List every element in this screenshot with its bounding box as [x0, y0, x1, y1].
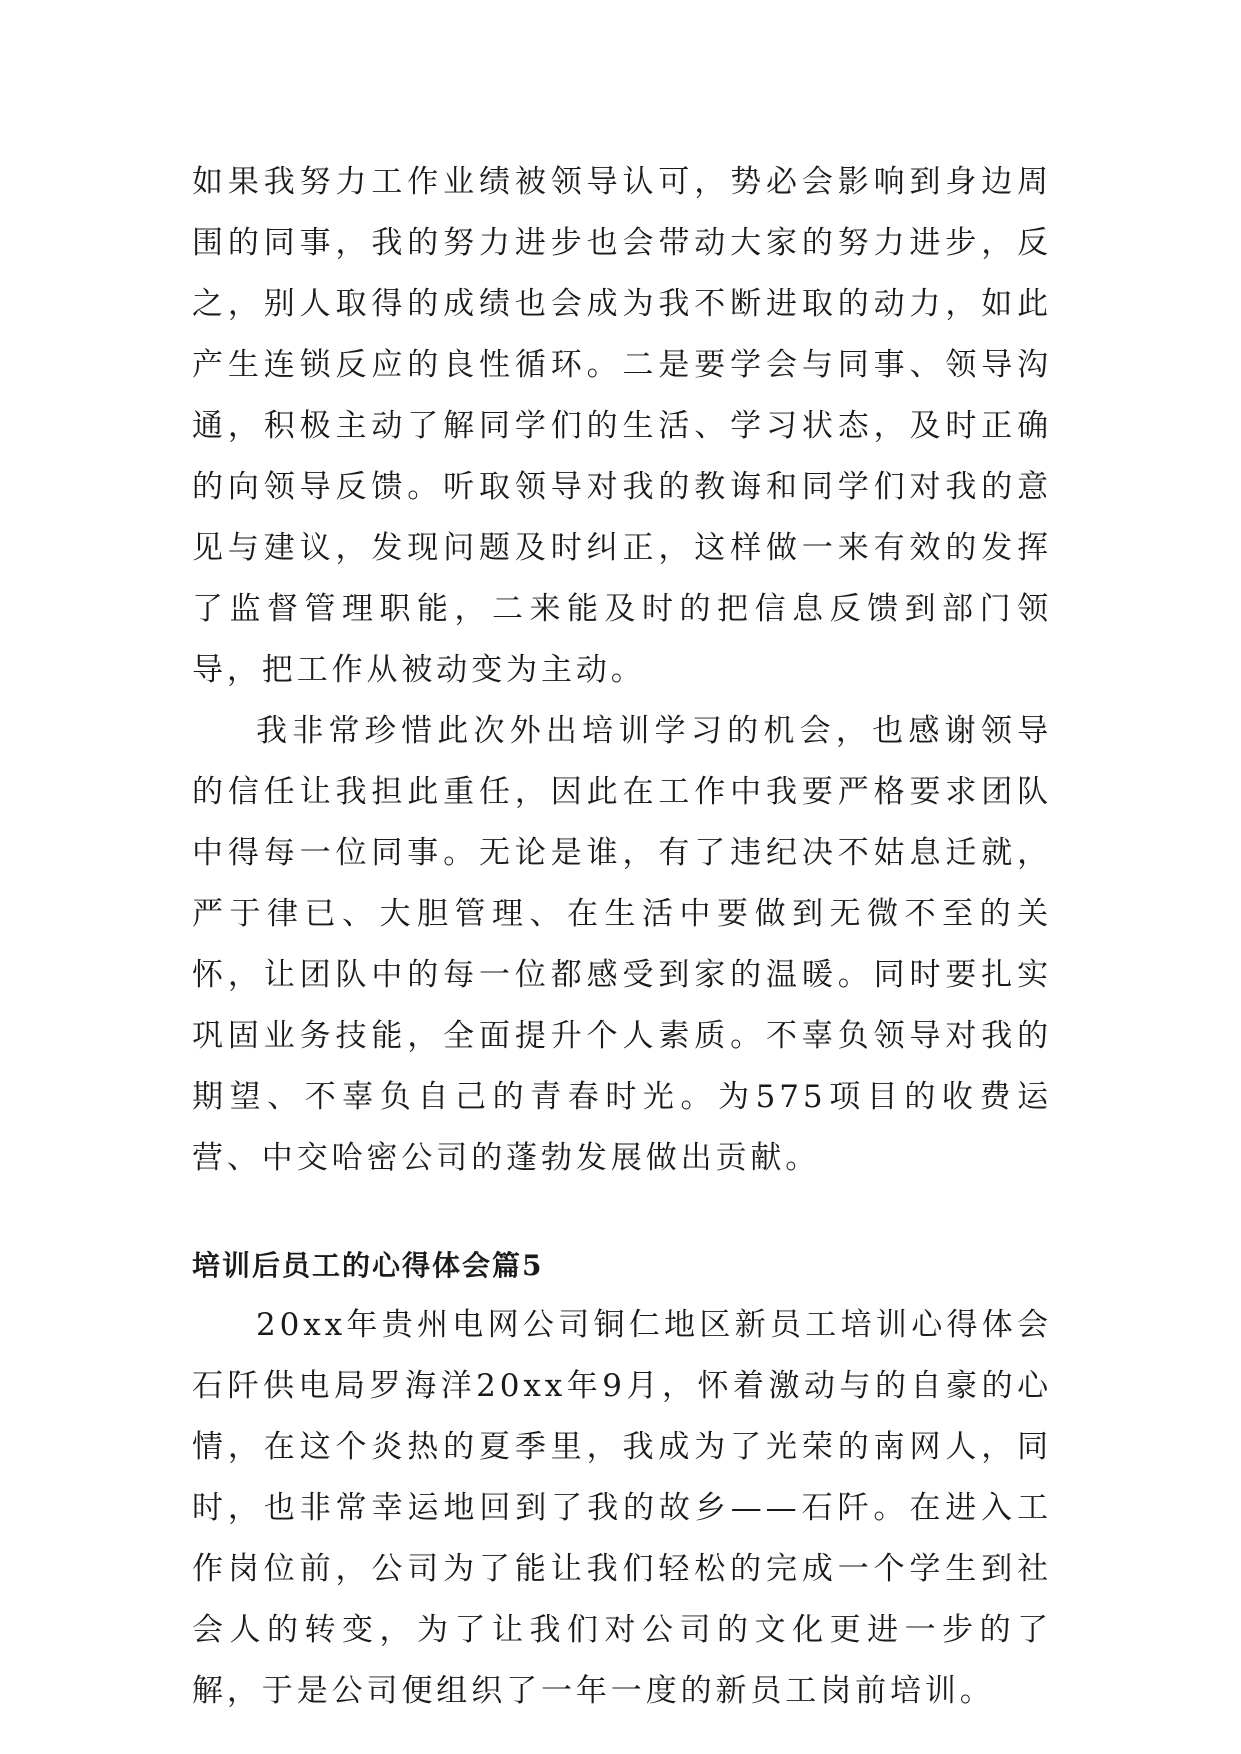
- section-heading: 培训后员工的心得体会篇5: [192, 1249, 544, 1282]
- document-page: [192, 152, 1052, 1722]
- body-paragraph-3: 20xx年贵州电网公司铜仁地区新员工培训心得体会石阡供电局罗海洋20xx年9月，怀着激动与的自豪的心情，在这个炎热的夏季里，我成为了光荣的南网人，同时，也非常幸运地回到了我的故乡——石阡。在进入工作岗位前，公司为了能让我们轻松的完成一个学生到社会人的转变，为了让我们对公司的文化更进一步的了解，于是公司便组织了一年一度的新员工岗前培训。: [192, 1307, 1052, 1709]
- body-paragraph-2: 我非常珍惜此次外出培训学习的机会，也感谢领导的信任让我担此重任，因此在工作中我要严格要求团队中得每一位同事。无论是谁，有了违纪决不姑息迁就，严于律已、大胆管理、在生活中要做到无微不至的关怀，让团队中的每一位都感受到家的温暖。同时要扎实巩固业务技能，全面提升个人素质。不辜负领导对我的期望、不辜负自己的青春时光。为575项目的收费运营、中交哈密公司的蓬勃发展做出贡献。: [192, 713, 1052, 1176]
- body-paragraph-1: 如果我努力工作业绩被领导认可，势必会影响到身边周围的同事，我的努力进步也会带动大家的努力进步，反之，别人取得的成绩也会成为我不断进取的动力，如此产生连锁反应的良性循环。二是要学会与同事、领导沟通，积极主动了解同学们的生活、学习状态，及时正确的向领导反馈。听取领导对我的教诲和同学们对我的意见与建议，发现问题及时纠正，这样做一来有效的发挥了监督管理职能，二来能及时的把信息反馈到部门领导，把工作从被动变为主动。: [192, 164, 1052, 688]
- section-spacer: [192, 1189, 1052, 1236]
